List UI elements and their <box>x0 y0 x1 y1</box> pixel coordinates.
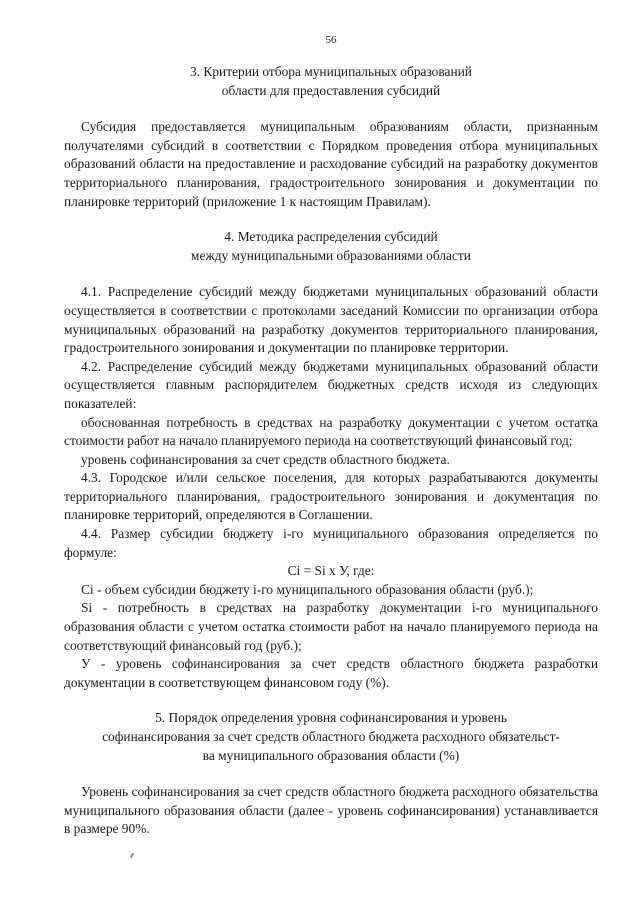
subsidy-formula: Ci = Si x У, где: <box>287 563 375 579</box>
section-3-heading-line: 3. Критерии отбора муниципальных образований <box>190 64 472 79</box>
indicator-cofinancing: уровень софинансирования за счет средств областного бюджета. <box>81 451 450 467</box>
paragraph-4-4: 4.4. Размер субсидии бюджету i-го муниципального образования определяется по формуле: <box>64 526 598 560</box>
section-5-heading-line: ва муниципального образования области (%) <box>202 747 460 763</box>
paragraph-4-1: 4.1. Распределение субсидий между бюджетами муниципальных образований области осуществляется в соответствии с протоколами заседаний Комиссии по организации отбора муниципальных образований на разработку документов территориального планирования, градостроительного зонирования и документации по планировке территории. <box>64 284 598 356</box>
section-4-heading-line: между муниципальными образованиями области <box>191 247 471 263</box>
scan-mark <box>130 853 134 858</box>
section-3-paragraph: Субсидия предоставляется муниципальным образованиям области, признанным получателями субсидий в соответствии с Порядком проведения отбора муниципальных образований области на предоставление и расходование субсидий на разработку документов территориального планирования, градостроительного зонирования и документации по планировке территорий (приложение 1 к настоящим Правилам). <box>64 119 598 209</box>
section-4-heading <box>64 228 598 265</box>
section-4-heading-line: 4. Методика распределения субсидий <box>224 229 438 245</box>
paragraph-4-3: 4.3. Городское и/или сельское поселения, для которых разрабатываются документы территориального планирования, градостроительного зонирования и документация по планировке территорий, определяются в Соглашении. <box>64 470 598 523</box>
definition-ci: Ci - объем субсидии бюджету i-го муниципального образования области (руб.); <box>81 581 534 597</box>
page-number: 56 <box>325 34 337 46</box>
paragraph-4-2: 4.2. Распределение субсидий между бюджетами муниципальных образований области осуществляется главным распорядителем бюджетных средств исходя из следующих показателей: <box>64 358 598 411</box>
definition-u: У - уровень софинансирования за счет средств областного бюджета разработки документации в соответствующем финансовом году (%). <box>64 656 598 690</box>
section-5-paragraph: Уровень софинансирования за счет средств областного бюджета расходного обязательства муниципального образования области (далее - уровень софинансирования) устанавливается в размере 90%. <box>64 784 598 837</box>
section-3-heading <box>64 63 598 100</box>
section-5-heading-line: софинансирования за счет средств областного бюджета расходного обязательст- <box>102 729 560 744</box>
definition-si: Si - потребность в средствах на разработку документации i-го муниципального образования области с учетом остатка стоимости работ на начало планируемого периода на соответствующий финансовый год (руб.); <box>64 600 598 653</box>
section-3-heading-line: области для предоставления субсидий <box>221 82 441 98</box>
section-5-heading-line: 5. Порядок определения уровня софинансирования и уровень <box>155 710 507 726</box>
section-5-heading <box>64 709 598 765</box>
indicator-need: обоснованная потребность в средствах на разработку документации с учетом остатка стоимости работ на начало планируемого периода на соответствующий финансовый год; <box>64 414 598 449</box>
